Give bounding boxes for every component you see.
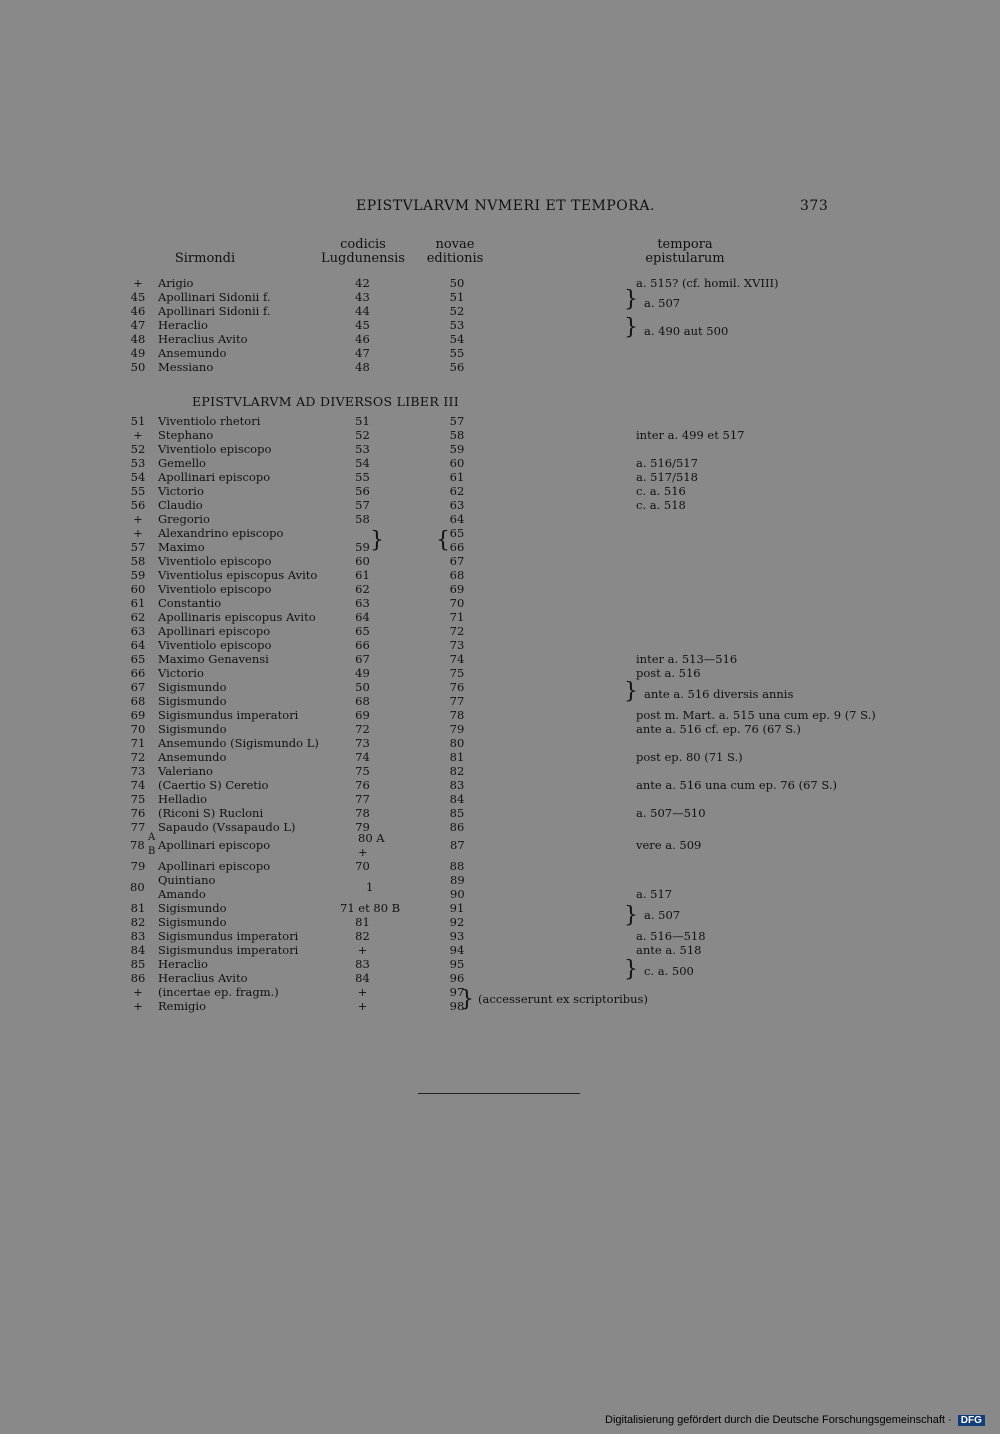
row-number: 50 <box>130 360 146 374</box>
row-nov: 78 <box>449 708 465 722</box>
row-lug: + <box>357 999 368 1013</box>
row-number: 86 <box>130 971 146 985</box>
row-number: 85 <box>130 957 146 971</box>
row-number: 67 <box>130 680 146 694</box>
brace-note-c3: (accesserunt ex scriptoribus) <box>478 992 648 1006</box>
row-nov: 82 <box>449 764 465 778</box>
row-nov: 73 <box>449 638 465 652</box>
row-lug: 59 <box>355 540 370 554</box>
row-nov: 56 <box>449 360 465 374</box>
col-sirmondi: Sirmondi <box>174 251 236 266</box>
table-row <box>0 680 1000 694</box>
row-nov-a: 89 <box>450 873 465 887</box>
row-number: + <box>133 428 143 442</box>
row-number: 84 <box>130 943 146 957</box>
row-nov: 93 <box>449 929 465 943</box>
row-lug: 82 <box>355 929 370 943</box>
row-nov: 57 <box>449 414 465 428</box>
row-name: Sigismundus imperatori <box>158 708 299 722</box>
row-number: 76 <box>130 806 146 820</box>
footer: Digitalisierung gefördert durch die Deutsche Forschungsgemeinschaft · DFG <box>605 1414 985 1426</box>
row-name: Constantio <box>158 596 222 610</box>
row-lug: + <box>357 943 368 957</box>
page-number: 373 <box>800 198 829 214</box>
row-name: Apollinari Sidonii f. <box>158 290 271 304</box>
row-lug: 42 <box>355 276 370 290</box>
table-row <box>0 582 1000 596</box>
row-name: Viventiolo episcopo <box>158 582 272 596</box>
row-lug: 62 <box>355 582 370 596</box>
row-number: 61 <box>130 596 146 610</box>
end-rule <box>418 1093 580 1094</box>
row-name: Apollinari Sidonii f. <box>158 304 271 318</box>
row-name: Apollinari episcopo <box>158 838 271 852</box>
row-lug: 54 <box>355 456 370 470</box>
dfg-logo: DFG <box>958 1415 985 1426</box>
row-number: 82 <box>130 915 146 929</box>
row-name: Ansemundo (Sigismundo L) <box>158 736 319 750</box>
col-lugdunensis: Lugdunensis <box>321 251 405 266</box>
row-number: + <box>133 276 143 290</box>
brace-note-a1: a. 507 <box>644 296 681 310</box>
row-lug: 52 <box>355 428 370 442</box>
row-tempora: inter a. 499 et 517 <box>636 428 745 442</box>
row-lug: 48 <box>355 360 370 374</box>
row-lug: 84 <box>355 971 370 985</box>
row-name: Viventiolo rhetori <box>158 414 261 428</box>
table-row <box>0 722 1000 736</box>
col-epistularum: epistularum <box>645 251 725 266</box>
row-lug: 51 <box>355 414 370 428</box>
table-row <box>0 346 1000 360</box>
table-row <box>0 512 1000 526</box>
row-tempora: post ep. 80 (71 S.) <box>636 750 743 764</box>
table-row <box>0 428 1000 442</box>
row-number: + <box>133 512 143 526</box>
row-lug: 83 <box>355 957 370 971</box>
row-lug: 67 <box>355 652 370 666</box>
row-nov: 88 <box>449 859 465 873</box>
section-heading: EPISTVLARVM AD DIVERSOS LIBER III <box>192 394 460 409</box>
table-row <box>0 806 1000 820</box>
row-nov: 83 <box>449 778 465 792</box>
brace-note-c1: a. 507 <box>644 908 681 922</box>
row-name: Alexandrino episcopo <box>158 526 284 540</box>
table-row <box>0 318 1000 332</box>
row-nov: 65 <box>449 526 465 540</box>
col-codicis: codicis <box>340 237 386 252</box>
row-name: Heraclius Avito <box>158 971 248 985</box>
row-lug: 55 <box>355 470 370 484</box>
row-nov: 85 <box>449 806 465 820</box>
row-tempora: a. 507—510 <box>636 806 706 820</box>
table-row <box>0 456 1000 470</box>
row-number: 47 <box>130 318 146 332</box>
row-number: 66 <box>130 666 146 680</box>
row-tempora: post m. Mart. a. 515 una cum ep. 9 (7 S.) <box>636 708 876 722</box>
row-lug: 1 <box>366 880 374 894</box>
row-lug: 53 <box>355 442 370 456</box>
row-tempora: vere a. 509 <box>636 838 702 852</box>
row-tempora: ante a. 516 cf. ep. 76 (67 S.) <box>636 722 801 736</box>
row-number: 65 <box>130 652 146 666</box>
row-number: 51 <box>130 414 146 428</box>
row-nov: 75 <box>449 666 465 680</box>
row-nov: 76 <box>449 680 465 694</box>
row-nov: 61 <box>449 470 465 484</box>
row-lug: 46 <box>355 332 370 346</box>
row-tempora: a. 517/518 <box>636 470 698 484</box>
row-lug: + <box>357 985 368 999</box>
row-number: 58 <box>130 554 146 568</box>
table-row <box>0 554 1000 568</box>
row-name: Gregorio <box>158 512 210 526</box>
row-tempora: c. a. 516 <box>636 484 686 498</box>
row-nov: 54 <box>449 332 465 346</box>
row-name: Apollinari episcopo <box>158 859 271 873</box>
row-lug: 64 <box>355 610 370 624</box>
row-number: 52 <box>130 442 146 456</box>
table-row <box>0 304 1000 318</box>
brace-icon: } <box>624 679 638 704</box>
table-row <box>0 414 1000 428</box>
row-name: Sapaudo (Vssapaudo L) <box>158 820 296 834</box>
table-row <box>0 442 1000 456</box>
row-name: Helladio <box>158 792 208 806</box>
row-number: 78 <box>130 838 145 852</box>
row-name: Viventiolo episcopo <box>158 638 272 652</box>
row-lug-b: + <box>358 845 368 859</box>
row-name: Ansemundo <box>158 346 227 360</box>
brace-icon: } <box>460 987 474 1012</box>
table-row <box>0 484 1000 498</box>
row-nov: 87 <box>450 838 465 852</box>
row-nov: 59 <box>449 442 465 456</box>
table-row <box>0 792 1000 806</box>
row-name: Stephano <box>158 428 214 442</box>
row-nov: 67 <box>449 554 465 568</box>
table-row <box>0 652 1000 666</box>
row-sub-b: B <box>148 846 156 857</box>
row-name: Victorio <box>158 484 204 498</box>
row-nov: 97 <box>449 985 465 999</box>
row-name: Sigismundo <box>158 722 227 736</box>
brace-icon: { <box>436 528 450 553</box>
row-name: Sigismundo <box>158 915 227 929</box>
row-number: 79 <box>130 859 146 873</box>
row-tempora: ante a. 518 <box>636 943 702 957</box>
row-nov: 98 <box>449 999 465 1013</box>
row-number: 56 <box>130 498 146 512</box>
row-number: 80 <box>130 880 145 894</box>
row-nov: 68 <box>449 568 465 582</box>
row-lug: 57 <box>355 498 370 512</box>
brace-icon: } <box>624 903 638 928</box>
table-row <box>0 332 1000 346</box>
row-lug: 81 <box>355 915 370 929</box>
row-number: 70 <box>130 722 146 736</box>
row-lug: 74 <box>355 750 370 764</box>
brace-icon: } <box>624 287 638 312</box>
row-nov: 53 <box>449 318 465 332</box>
row-number: 46 <box>130 304 146 318</box>
footer-text: Digitalisierung gefördert durch die Deutsche Forschungsgemeinschaft <box>605 1414 945 1426</box>
row-name: (Caertio S) Ceretio <box>158 778 269 792</box>
row-name: Valeriano <box>158 764 213 778</box>
row-nov: 62 <box>449 484 465 498</box>
row-lug: 60 <box>355 554 370 568</box>
row-nov: 74 <box>449 652 465 666</box>
row-number: 53 <box>130 456 146 470</box>
row-number: 62 <box>130 610 146 624</box>
row-number: 55 <box>130 484 146 498</box>
brace-icon: } <box>624 315 638 340</box>
row-name: Apollinaris episcopus Avito <box>158 610 316 624</box>
row-name: Sigismundus imperatori <box>158 943 299 957</box>
table-row <box>0 694 1000 708</box>
row-name: Maximo <box>158 540 205 554</box>
row-lug: 56 <box>355 484 370 498</box>
row-number: 54 <box>130 470 146 484</box>
row-nov: 91 <box>449 901 465 915</box>
row-name: Apollinari episcopo <box>158 624 271 638</box>
row-tempora: ante a. 516 una cum ep. 76 (67 S.) <box>636 778 838 792</box>
table-row <box>0 596 1000 610</box>
row-name: Sigismundo <box>158 680 227 694</box>
row-lug: 65 <box>355 624 370 638</box>
row-nov: 72 <box>449 624 465 638</box>
row-name: Viventiolo episcopo <box>158 442 272 456</box>
row-nov-b: 90 <box>450 887 465 901</box>
row-name: Ansemundo <box>158 750 227 764</box>
row-nov: 94 <box>449 943 465 957</box>
row-name: Messiano <box>158 360 214 374</box>
row-lug: 78 <box>355 806 370 820</box>
table-row <box>0 750 1000 764</box>
col-editionis: editionis <box>426 251 484 266</box>
row-nov: 84 <box>449 792 465 806</box>
row-number: 64 <box>130 638 146 652</box>
row-nov: 55 <box>449 346 465 360</box>
row-nov: 58 <box>449 428 465 442</box>
row-name: Viventiolus episcopus Avito <box>158 568 318 582</box>
row-number: + <box>133 999 143 1013</box>
row-nov: 81 <box>449 750 465 764</box>
table-row <box>0 638 1000 652</box>
row-lug: 71 et 80 B <box>340 901 401 915</box>
brace-note-a2: a. 490 aut 500 <box>644 324 729 338</box>
table-row-80 <box>0 873 1000 901</box>
row-name: Sigismundo <box>158 901 227 915</box>
row-lug: 79 <box>355 820 370 834</box>
table-row <box>0 470 1000 484</box>
row-tempora: a. 516—518 <box>636 929 706 943</box>
row-name: Remigio <box>158 999 207 1013</box>
row-lug: 63 <box>355 596 370 610</box>
row-name: Apollinari episcopo <box>158 470 271 484</box>
row-name: Heraclio <box>158 957 208 971</box>
row-number: 60 <box>130 582 146 596</box>
row-lug: 76 <box>355 778 370 792</box>
row-number: 68 <box>130 694 146 708</box>
table-row <box>0 610 1000 624</box>
row-nov: 50 <box>449 276 465 290</box>
brace-note-c2: c. a. 500 <box>644 964 694 978</box>
table-row-79 <box>0 859 1000 873</box>
row-lug: 77 <box>355 792 370 806</box>
row-nov: 66 <box>449 540 465 554</box>
table-row <box>0 540 1000 554</box>
row-lug-a: 80 A <box>358 831 385 845</box>
table-row <box>0 360 1000 374</box>
row-number: 45 <box>130 290 146 304</box>
row-nov: 52 <box>449 304 465 318</box>
row-name: Heraclius Avito <box>158 332 248 346</box>
row-lug: 45 <box>355 318 370 332</box>
table-row <box>0 568 1000 582</box>
row-lug: 50 <box>355 680 370 694</box>
row-lug: 70 <box>355 859 370 873</box>
row-number: 77 <box>130 820 146 834</box>
row-name: Maximo Genavensi <box>158 652 269 666</box>
row-tempora: inter a. 513—516 <box>636 652 738 666</box>
row-name: Sigismundo <box>158 694 227 708</box>
table-row <box>0 290 1000 304</box>
table-row <box>0 708 1000 722</box>
row-nov: 71 <box>449 610 465 624</box>
table-row <box>0 929 1000 943</box>
row-tempora: a. 517 <box>636 887 673 901</box>
row-nov: 92 <box>449 915 465 929</box>
row-number: 71 <box>130 736 146 750</box>
row-name: (Riconi S) Rucloni <box>158 806 264 820</box>
row-lug: 47 <box>355 346 370 360</box>
table-row <box>0 526 1000 540</box>
row-nov: 51 <box>449 290 465 304</box>
row-nov: 77 <box>449 694 465 708</box>
row-nov: 70 <box>449 596 465 610</box>
row-nov: 63 <box>449 498 465 512</box>
row-name: Sigismundus imperatori <box>158 929 299 943</box>
row-name: Arigio <box>158 276 194 290</box>
row-name: Heraclio <box>158 318 208 332</box>
row-nov: 79 <box>449 722 465 736</box>
table-row <box>0 943 1000 957</box>
row-number: 48 <box>130 332 146 346</box>
row-number: 83 <box>130 929 146 943</box>
row-lug: 66 <box>355 638 370 652</box>
table-row <box>0 736 1000 750</box>
row-lug: 68 <box>355 694 370 708</box>
row-sub-a: A <box>148 832 156 843</box>
row-nov: 96 <box>449 971 465 985</box>
row-name: Viventiolo episcopo <box>158 554 272 568</box>
col-novae: novae <box>435 237 475 252</box>
table-row <box>0 901 1000 915</box>
row-name-b: Amando <box>158 887 206 901</box>
row-number: + <box>133 985 143 999</box>
row-name: Claudio <box>158 498 203 512</box>
row-number: 63 <box>130 624 146 638</box>
table-row <box>0 624 1000 638</box>
row-lug: 73 <box>355 736 370 750</box>
row-number: 57 <box>130 540 146 554</box>
row-tempora: a. 516/517 <box>636 456 698 470</box>
table-row <box>0 957 1000 971</box>
table-row <box>0 498 1000 512</box>
row-number: 81 <box>130 901 146 915</box>
table-row <box>0 778 1000 792</box>
row-number: 73 <box>130 764 146 778</box>
row-tempora: post a. 516 <box>636 666 701 680</box>
row-name: Gemello <box>158 456 206 470</box>
row-lug: 61 <box>355 568 370 582</box>
row-lug: 72 <box>355 722 370 736</box>
row-number: 72 <box>130 750 146 764</box>
row-lug: 58 <box>355 512 370 526</box>
row-number: + <box>133 526 143 540</box>
row-name-a: Quintiano <box>158 873 216 887</box>
brace-note-b1: ante a. 516 diversis annis <box>644 687 794 701</box>
row-number: 74 <box>130 778 146 792</box>
row-number: 49 <box>130 346 146 360</box>
col-tempora: tempora <box>657 237 713 252</box>
row-name: Victorio <box>158 666 204 680</box>
brace-icon: } <box>370 528 384 553</box>
row-name: (incertae ep. fragm.) <box>158 985 279 999</box>
table-row <box>0 666 1000 680</box>
row-lug: 69 <box>355 708 370 722</box>
table-row <box>0 764 1000 778</box>
table-row-78 <box>0 831 1000 859</box>
row-number: 75 <box>130 792 146 806</box>
row-tempora: c. a. 518 <box>636 498 686 512</box>
brace-icon: } <box>624 957 638 982</box>
row-nov: 60 <box>449 456 465 470</box>
row-nov: 95 <box>449 957 465 971</box>
row-nov: 80 <box>449 736 465 750</box>
row-tempora: a. 515? (cf. homil. XVIII) <box>636 276 779 290</box>
row-number: 69 <box>130 708 146 722</box>
row-number: 59 <box>130 568 146 582</box>
row-lug: 43 <box>355 290 370 304</box>
table-row <box>0 971 1000 985</box>
table-row <box>0 915 1000 929</box>
row-nov: 69 <box>449 582 465 596</box>
table-row <box>0 276 1000 290</box>
row-lug: 75 <box>355 764 370 778</box>
row-nov: 64 <box>449 512 465 526</box>
row-lug: 49 <box>355 666 370 680</box>
running-title: EPISTVLARVM NVMERI ET TEMPORA. <box>356 198 655 214</box>
row-nov: 86 <box>449 820 465 834</box>
row-lug: 44 <box>355 304 370 318</box>
